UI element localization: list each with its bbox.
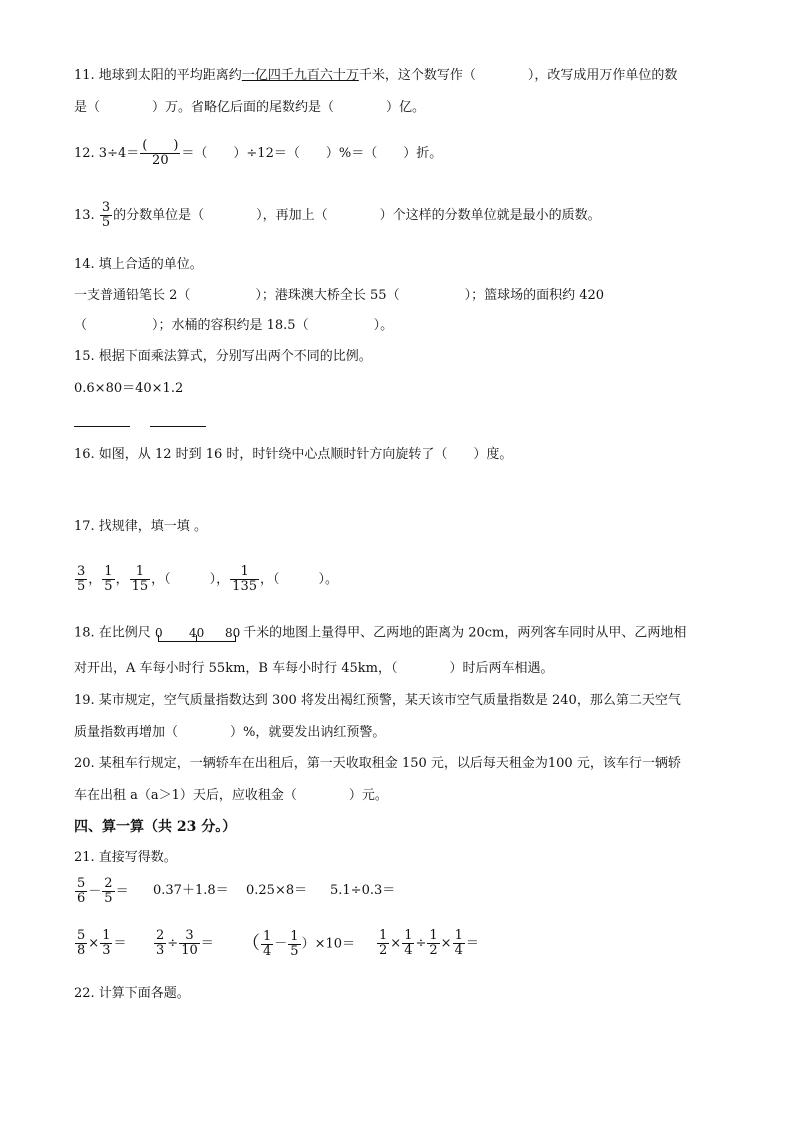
q20-line1: 20. 某租车行规定，一辆轿车在出租后，第一天收取租金 150 元，以后每天租金为100 元，该车行一辆轿 bbox=[74, 756, 681, 771]
fraction: $\frac{1}{3}$ bbox=[102, 928, 111, 958]
q11-line2: 是（ ）万。省略亿后面的尾数约是（ ）亿。 bbox=[74, 100, 426, 115]
q20-line2: 车在出租 a（a＞1）天后，应收租金（ ）元。 bbox=[74, 788, 388, 803]
q14-line1: 14. 填上合适的单位。 bbox=[74, 257, 203, 272]
fraction: $\frac{2}{5}$ bbox=[104, 876, 113, 906]
q16-line: 16. 如图，从 12 时到 16 时，时针绕中心点顺时针方向旋转了（ ）度。 bbox=[74, 447, 513, 462]
q21-row1-item2: 0.37＋1.8＝ bbox=[153, 883, 229, 898]
fraction: $\frac{5}{8}$ bbox=[77, 928, 86, 958]
q11-line1: 11. 地球到太阳的平均距离约一亿四千九百六十万千米，这个数写作（ ），改写成用万作单位的数 bbox=[74, 68, 678, 83]
scale-bar bbox=[155, 618, 239, 648]
q21-row2-item3: （ $\frac{1}{4}$ － $\frac{1}{5}$ ）×10＝ bbox=[242, 928, 356, 959]
section-4-title: 四、算一算（共 23 分。） bbox=[74, 819, 237, 835]
q21-row2-item4: $\frac{1}{2}$ × $\frac{1}{4}$ ÷ $\frac{1}{2}$ × $\frac{1}{4}$ ＝ bbox=[379, 928, 479, 958]
scale-tick-0 bbox=[158, 635, 159, 642]
q21-row1-item1: $\frac{5}{6}$ － $\frac{2}{5}$ ＝ bbox=[77, 876, 129, 906]
q14-line2: 一支普通铅笔长 2（ ）；港珠澳大桥全长 55（ ）；篮球场的面积约 420 bbox=[74, 288, 605, 303]
fraction: $\frac{1}{4}$ bbox=[454, 928, 463, 958]
q17-fraction-3: $\frac{1}{15}$ bbox=[131, 564, 149, 594]
scale-tick-80 bbox=[235, 635, 236, 642]
fraction: $\frac{1}{2}$ bbox=[379, 928, 388, 958]
fraction: $\frac{1}{2}$ bbox=[429, 928, 438, 958]
q21-row1-item4: 5.1÷0.3＝ bbox=[330, 883, 396, 898]
scale-label-0: 0 bbox=[154, 626, 163, 640]
q21-row2-item1: $\frac{5}{8}$ × $\frac{1}{3}$ ＝ bbox=[77, 928, 127, 958]
scale-label-80: 80 bbox=[224, 626, 241, 640]
scale-line bbox=[158, 641, 236, 642]
q22-title: 22. 计算下面各题。 bbox=[74, 986, 190, 1001]
q15-line2: 0.6×80＝40×1.2 bbox=[74, 381, 184, 396]
q17-fraction-2: $\frac{1}{5}$ bbox=[104, 564, 113, 594]
q15-answer-blank-1 bbox=[74, 426, 130, 427]
q12-fraction: $\frac{( )}{20}$ bbox=[142, 138, 179, 168]
q13-line: 13. $\frac{3}{5}$ 的分数单位是（ ），再加上（ ）个这样的分数单位就是最小的质数。 bbox=[74, 200, 601, 230]
fraction: $\frac{1}{4}$ bbox=[263, 928, 272, 959]
q17-sequence: $\frac{3}{5}$ ， $\frac{1}{5}$ ， $\frac{1}{15}$ ，（ ）， $\frac{1}{135}$ ，（ ）。 bbox=[77, 564, 339, 594]
q18-line2: 对开出，A 车每小时行 55km，B 车每小时行 45km，（ ）时后两车相遇。 bbox=[74, 661, 554, 676]
fraction: $\frac{3}{10}$ bbox=[181, 928, 198, 958]
q21-row1-item3: 0.25×8＝ bbox=[246, 883, 308, 898]
fraction: $\frac{5}{6}$ bbox=[77, 876, 86, 906]
fraction: $\frac{1}{4}$ bbox=[404, 928, 413, 958]
q11-underlined-number: 一亿四千九百六十万 bbox=[241, 68, 359, 83]
q18-line1: 18. 在比例尺 0 40 80 千米的地图上量得甲、乙两地的距离为 20cm，两列客车同时从甲、乙两地相 bbox=[74, 618, 686, 649]
q17-line1: 17. 找规律，填一填 。 bbox=[74, 519, 207, 534]
q14-line3: （ ）；水桶的容积约是 18.5（ ）。 bbox=[74, 318, 394, 333]
q17-fraction-4: $\frac{1}{135}$ bbox=[232, 564, 257, 594]
q21-row2-item2: $\frac{2}{3}$ ÷ $\frac{3}{10}$ ＝ bbox=[156, 928, 214, 958]
scale-label-40: 40 bbox=[188, 626, 205, 640]
fraction: $\frac{2}{3}$ bbox=[156, 928, 165, 958]
q17-fraction-1: $\frac{3}{5}$ bbox=[77, 564, 86, 594]
scale-tick-40 bbox=[196, 635, 197, 642]
q12-line: 12. 3÷4＝ $\frac{( )}{20}$ ＝（ ）÷12＝（ ）%＝（ ）折。 bbox=[74, 138, 443, 168]
q19-line1: 19. 某市规定，空气质量指数达到 300 将发出褐红预警，某天该市空气质量指数是 240，那么第二天空气 bbox=[74, 693, 681, 708]
q19-line2: 质量指数再增加（ ）%，就要发出讷红预警。 bbox=[74, 725, 386, 740]
fraction: $\frac{1}{5}$ bbox=[290, 928, 299, 959]
q21-title: 21. 直接写得数。 bbox=[74, 850, 177, 865]
q15-line1: 15. 根据下面乘法算式，分别写出两个不同的比例。 bbox=[74, 349, 372, 364]
q15-answer-blank-2 bbox=[150, 426, 206, 427]
q13-fraction: $\frac{3}{5}$ bbox=[101, 200, 111, 230]
